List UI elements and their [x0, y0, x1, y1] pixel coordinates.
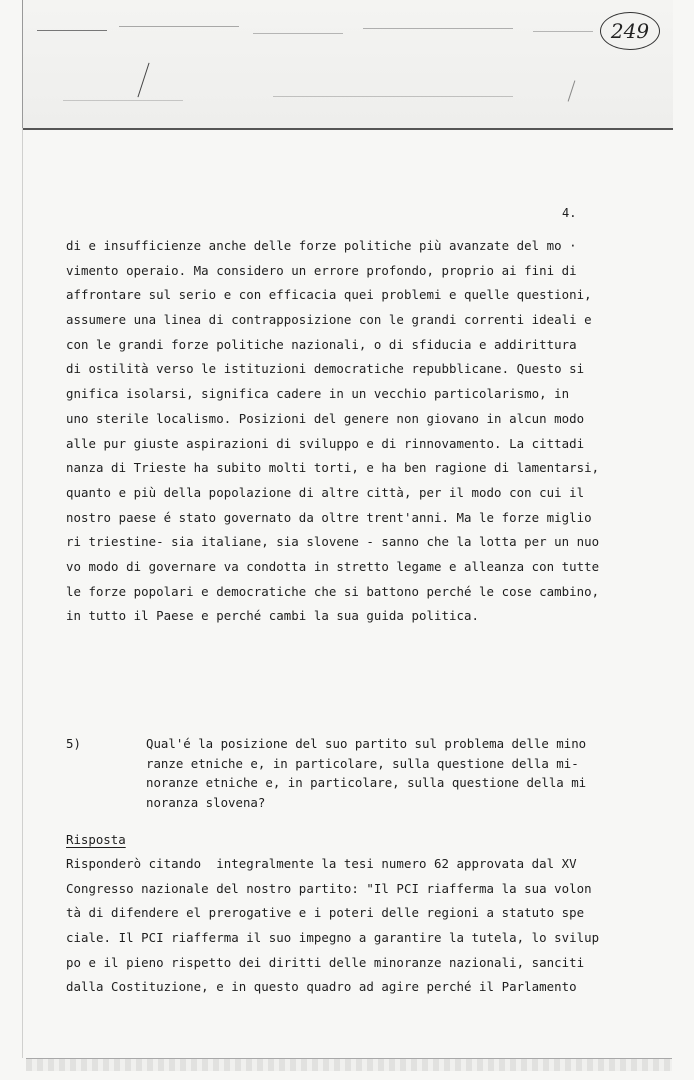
scan-left-edge	[22, 128, 23, 1058]
text-line: dalla Costituzione, e in questo quadro ad agire perché il Parlamento	[66, 979, 577, 995]
scan-mark	[37, 30, 107, 31]
text-line: ciale. Il PCI riafferma il suo impegno a garantire la tutela, lo svilup	[66, 930, 600, 946]
text-line: affrontare sul serio e con efficacia quei problemi e quelle questioni,	[66, 287, 592, 303]
text-line: alle pur giuste aspirazioni di sviluppo e di rinnovamento. La cittadi	[66, 435, 585, 451]
scan-mark	[533, 31, 593, 32]
text-line: vimento operaio. Ma considero un errore profondo, proprio ai fini di	[66, 262, 577, 278]
scan-header-band	[22, 0, 673, 130]
scan-mark	[363, 28, 513, 29]
text-line: tà di difendere el prerogative e i poteri delle regioni a statuto spe	[66, 905, 585, 921]
text-line: Risponderò citando integralmente la tesi numero 62 approvata dal XV	[66, 856, 577, 871]
page-number: 4.	[562, 206, 577, 220]
text-line: vo modo di governare va condotta in stretto legame e alleanza con tutte	[66, 558, 600, 574]
scan-mark	[119, 26, 239, 27]
answer-heading: Risposta	[66, 832, 126, 847]
scan-mark	[63, 100, 183, 101]
body-paragraph	[66, 234, 666, 629]
archive-page-stamp: 249	[600, 12, 660, 50]
question-text	[146, 734, 586, 812]
answer-paragraph	[66, 852, 666, 1000]
text-line: in tutto il Paese e perché cambi la sua guida politica.	[66, 608, 480, 624]
text-line: di ostilità verso le istituzioni democratiche repubblicane. Questo si	[66, 361, 585, 377]
text-line: con le grandi forze politiche nazionali, o di sfiducia e addirittura	[66, 336, 577, 352]
scan-slash-mark	[568, 80, 576, 101]
text-line: le forze popolari e democratiche che si battono perché le cose cambino,	[66, 583, 600, 599]
text-line: Congresso nazionale del nostro partito: "Il PCI riafferma la sua volon	[66, 880, 592, 896]
scan-footer-band	[26, 1058, 672, 1071]
text-line: di e insufficienze anche delle forze politiche più avanzate del mo ·	[66, 238, 577, 253]
text-line: po e il pieno rispetto dei diritti delle minoranze nazionali, sanciti	[66, 954, 585, 970]
scan-mark	[253, 33, 343, 34]
text-line: gnifica isolarsi, significa cadere in un vecchio particolarismo, in	[66, 386, 570, 402]
question-line: Qual'é la posizione del suo partito sul problema delle mino	[146, 736, 587, 751]
text-line: nanza di Trieste ha subito molti torti, e ha ben ragione di lamentarsi,	[66, 460, 600, 476]
text-line: quanto e più della popolazione di altre città, per il modo con cui il	[66, 484, 585, 500]
scan-slash-mark	[137, 63, 149, 98]
text-line: assumere una linea di contrapposizione con le grandi correnti ideali e	[66, 312, 592, 328]
text-line: ri triestine- sia italiane, sia slovene - sanno che la lotta per un nuo	[66, 534, 600, 550]
text-line: uno sterile localismo. Posizioni del genere non giovano in alcun modo	[66, 410, 585, 426]
question-number: 5)	[66, 736, 81, 751]
question-line: noranze etniche e, in particolare, sulla questione della mi	[146, 775, 587, 790]
scan-mark	[273, 96, 513, 97]
text-line: nostro paese é stato governato da oltre trent'anni. Ma le forze miglio	[66, 509, 592, 525]
question-line: ranze etniche e, in particolare, sulla questione della mi-	[146, 755, 579, 771]
question-line: noranza slovena?	[146, 794, 266, 810]
